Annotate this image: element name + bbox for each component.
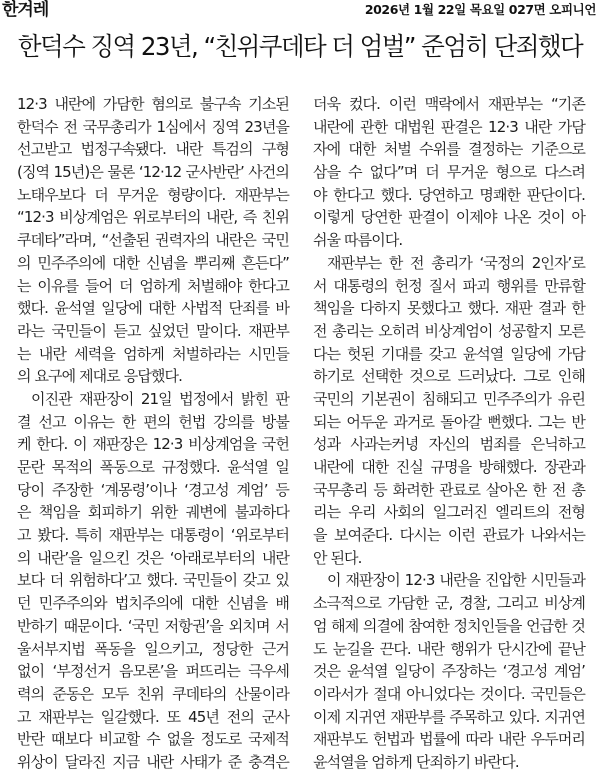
dateline: 2026년 1월 22일 목요일 027면 오피니언 — [364, 2, 596, 17]
body-line: 노태우보다 더 무거운 형량이다. 재판부는 — [17, 185, 289, 204]
body-line: 자에 대한 처벌 수위를 결정하는 기준으로 — [313, 140, 585, 159]
body-line: 선고받고 법정구속됐다. 내란 특검의 구형 — [17, 140, 289, 159]
body-line: 은 책임을 회피하기 위한 궤변에 불과하다 — [17, 503, 289, 522]
body-line: 내란에 관한 대법원 판결은 12·3 내란 가담 — [313, 117, 585, 136]
body-line: 울서부지법 폭동을 일으키고, 정당한 근거 — [17, 639, 289, 658]
paragraph-end-line: 의 요구에 제대로 응답했다. — [17, 367, 182, 386]
body-line: 서 대통령의 헌정 질서 파괴 행위를 만류할 — [313, 276, 585, 295]
body-line: 책임을 다하지 못했다고 했다. 재판 결과 한 — [313, 299, 585, 318]
headline: 한덕수 징역 23년, “친위쿠데타 더 엄벌” 준엄히 단죄했다 — [17, 32, 583, 61]
body-line: 는 이유를 들어 더 엄하게 처벌해야 한다고 — [17, 276, 289, 295]
body-line: 력의 준동은 모두 친위 쿠데타의 산물이라 — [17, 684, 289, 703]
body-line: 엄 해제 의결에 참여한 정치인들을 언급한 것 — [313, 616, 585, 635]
body-line: 하기로 선택한 것으로 드러났다. 그로 인해 — [313, 367, 585, 386]
body-line: 고 재판부는 일갈했다. 또 45년 전의 군사 — [17, 707, 289, 726]
body-line: 야 한다고 했다. 당연하고 명쾌한 판단이다. — [313, 185, 585, 204]
body-line: 의 민주주의에 대한 신념을 뿌리째 흔든다” — [17, 253, 289, 272]
body-line: 고 봤다. 특히 재판부는 대통령이 ‘위로부터 — [17, 526, 289, 545]
body-line: 던 민주주의와 법치주의에 대한 신념을 배 — [17, 594, 289, 613]
paragraph-start-line: 이 재판장이 12·3 내란을 진압한 시민들과 — [327, 571, 585, 590]
body-line: 쿠데타”라며, “선출된 권력자의 내란은 국민 — [17, 231, 289, 250]
body-line: 국민의 기본권이 침해되고 민주주의가 유린 — [313, 389, 585, 408]
body-line: 소극적으로 가담한 군, 경찰, 그리고 비상계 — [313, 594, 585, 613]
body-line: 이라서가 절대 아니었다는 것이다. 국민들은 — [313, 684, 585, 703]
right-column — [313, 93, 585, 774]
body-line: 당이 주장한 ‘계몽령’이나 ‘경고성 계엄’ 등 — [17, 480, 289, 499]
body-line: (징역 15년)은 물론 ‘12·12 군사반란’ 사건의 — [17, 163, 289, 182]
body-line: 더욱 컸다. 이런 맥락에서 재판부는 “기존 — [313, 95, 585, 113]
body-line: 다는 헛된 기대를 갖고 윤석열 일당에 가담 — [313, 344, 585, 363]
body-line: 이렇게 당연한 판결이 이제야 나온 것이 아 — [313, 208, 585, 227]
paragraph-end-line: 쉬울 따름이다. — [313, 231, 403, 250]
body-line: 을 보여준다. 다시는 이런 관료가 나와서는 — [313, 526, 585, 545]
body-line: 리는 우리 사회의 일그러진 엘리트의 전형 — [313, 503, 585, 522]
body-line: 삼을 수 없다”며 더 무거운 형으로 다스려 — [313, 163, 585, 182]
left-column — [17, 93, 289, 774]
body-line: 반란 때보다 비교할 수 없을 정도로 국제적 — [17, 730, 289, 749]
body-line: 내란에 대한 진실 규명을 방해했다. 장관과 — [313, 458, 585, 476]
body-line: 케 한다. 이 재판장은 12·3 비상계엄을 국헌 — [17, 435, 289, 454]
body-line: “12·3 비상계엄은 위로부터의 내란, 즉 친위 — [17, 208, 289, 227]
body-line: 국무총리 등 화려한 관료로 살아온 한 전 총 — [313, 480, 585, 499]
paragraph-start-line: 이진관 재판장이 21일 법정에서 밝힌 판 — [31, 389, 289, 408]
body-line: 의 내란’을 일으킨 것은 ‘아래로부터의 내란 — [17, 548, 289, 567]
paragraph-start-line: 재판부는 한 전 총리가 ‘국정의 2인자’로 — [327, 253, 585, 272]
body-line: 한덕수 전 국무총리가 1심에서 징역 23년을 — [17, 117, 289, 136]
body-line: 는 내란 세력을 엄하게 처벌하라는 시민들 — [17, 344, 289, 363]
body-line: 했다. 윤석열 일당에 대한 사법적 단죄를 바 — [17, 299, 289, 318]
body-line: 되는 어두운 과거로 돌아갈 뻔했다. 그는 반 — [313, 412, 585, 431]
paragraph-end-line: 안 된다. — [313, 548, 362, 567]
body-line: 보다 더 위험하다’고 했다. 국민들이 갖고 있 — [17, 571, 289, 590]
body-line: 없이 ‘부정선거 음모론’을 퍼뜨리는 극우세 — [17, 662, 289, 681]
body-line: 반하기 때문이다. ‘국민 저항권’을 외치며 서 — [17, 616, 289, 635]
body-line: 것은 윤석열 일당이 주장하는 ‘경고성 계엄’ — [313, 662, 585, 681]
newspaper-logo: 한겨레 — [2, 0, 49, 20]
body-line: 전 총리는 오히려 비상계엄이 성공할지 모른 — [313, 321, 585, 340]
body-line: 재판부도 헌법과 법률에 따라 내란 우두머리 — [313, 730, 585, 749]
article-body — [17, 93, 587, 777]
body-line: 라는 국민들이 듣고 싶었던 말이다. 재판부 — [17, 321, 289, 340]
masthead — [0, 0, 600, 22]
body-line: 문란 목적의 폭동으로 규정했다. 윤석열 일 — [17, 458, 289, 476]
body-line: 성과 사과는커녕 자신의 범죄를 은닉하고 — [313, 435, 585, 454]
body-line: 12·3 내란에 가담한 혐의로 불구속 기소된 — [17, 95, 289, 113]
body-line: 도 눈길을 끈다. 내란 행위가 단시간에 끝난 — [313, 639, 585, 658]
body-line: 결 선고 이유는 한 편의 헌법 강의를 방불 — [17, 412, 289, 431]
body-line: 위상이 달라진 지금 내란 사태가 준 충격은 — [17, 752, 289, 771]
paragraph-end-line: 윤석열을 엄하게 단죄하기 바란다. — [313, 752, 519, 771]
body-line: 이제 지귀연 재판부를 주목하고 있다. 지귀연 — [313, 707, 585, 726]
